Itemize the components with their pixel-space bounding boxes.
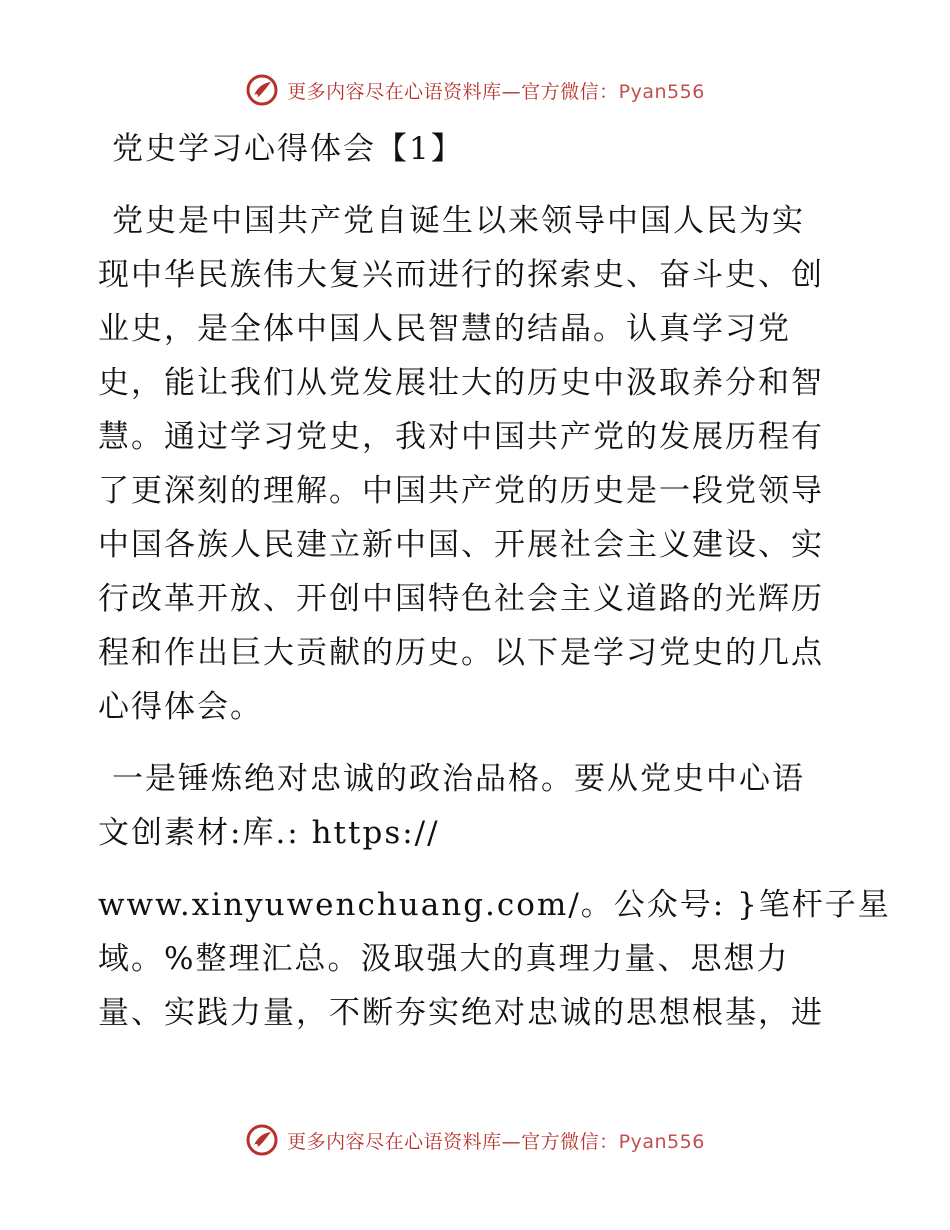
text-line: 文创素材:库.: https:// (98, 815, 440, 851)
text-line: 一是锤炼绝对忠诚的政治品格。要从党史中心语 (112, 761, 805, 797)
text-line: 行改革开放、开创中国特色社会主义道路的光辉历 (98, 581, 824, 617)
footer-watermark (0, 1120, 950, 1160)
text-line: 程和作出巨大贡献的历史。以下是学习党史的几点 (98, 635, 824, 671)
document-title: 党史学习心得体会【1】 (112, 131, 464, 167)
text-line: 业史，是全体中国人民智慧的结晶。认真学习党 (98, 311, 791, 347)
watermark-text: 更多内容尽在心语资料库—官方微信：Pyan556 (287, 80, 705, 103)
text-line: 域。%整理汇总。汲取强大的真理力量、思想力 (98, 941, 790, 977)
text-line: www.xinyuwenchuang.com/。公众号: }笔杆子星 (98, 887, 891, 923)
paragraph-2 (98, 752, 891, 1040)
brand-logo-icon (245, 1123, 279, 1157)
document-body (98, 122, 891, 1040)
text-line: 了更深刻的理解。中国共产党的历史是一段党领导 (98, 473, 824, 509)
text-line: 慧。通过学习党史，我对中国共产党的发展历程有 (98, 419, 824, 455)
header-watermark (0, 70, 950, 110)
text-line: 史，能让我们从党发展壮大的历史中汲取养分和智 (98, 365, 824, 401)
brand-logo-icon (245, 73, 279, 107)
paragraph-1 (98, 194, 858, 734)
text-line: 量、实践力量，不断夯实绝对忠诚的思想根基，进 (98, 995, 824, 1031)
text-line: 心得体会。 (98, 689, 263, 725)
watermark-text: 更多内容尽在心语资料库—官方微信：Pyan556 (287, 1130, 705, 1153)
text-line: 现中华民族伟大复兴而进行的探索史、奋斗史、创 (98, 257, 824, 293)
text-line: 党史是中国共产党自诞生以来领导中国人民为实 (112, 203, 805, 239)
text-line: 中国各族人民建立新中国、开展社会主义建设、实 (98, 527, 824, 563)
